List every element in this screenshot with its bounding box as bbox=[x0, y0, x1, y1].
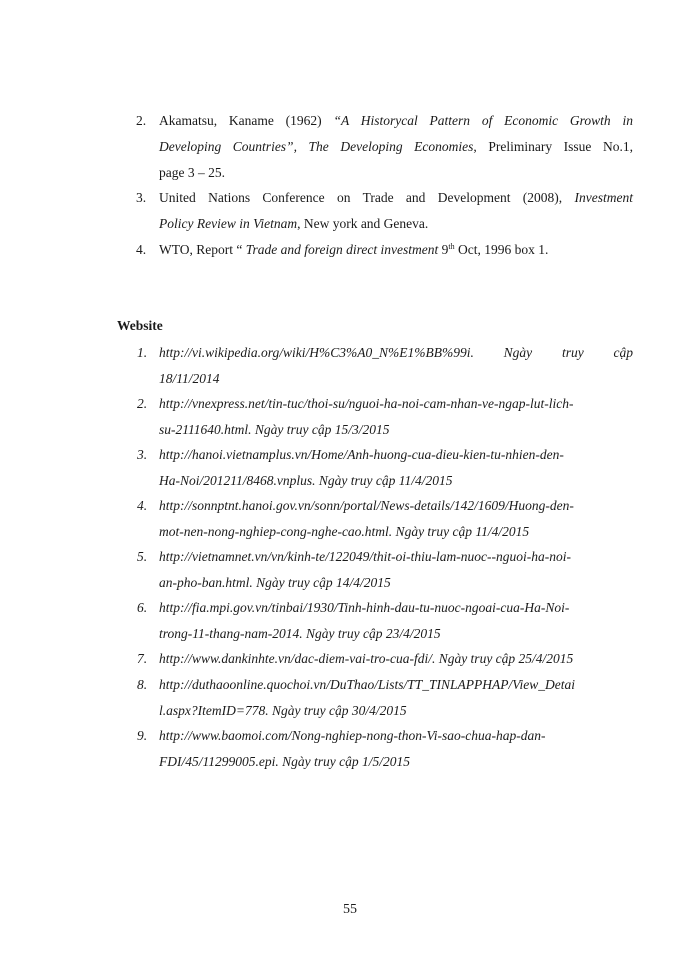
reference-date-suffix: th bbox=[448, 242, 455, 251]
website-link[interactable]: http://hanoi.vietnamplus.vn/Home/Anh-huong-cua-dieu-kien-tu-nhien-den- bbox=[159, 447, 564, 462]
website-link[interactable]: http://vi.wikipedia.org/wiki/H%C3%A0_N%E1%BB%99i. Ngày truy cập bbox=[159, 345, 633, 360]
website-link-continued[interactable]: Ha-Noi/201211/8468.vnplus. Ngày truy cập 11/4/2015 bbox=[159, 473, 453, 488]
reference-title: Investment bbox=[574, 190, 633, 205]
reference-author: WTO, Report “ bbox=[159, 242, 246, 257]
website-number: 3. bbox=[137, 447, 148, 462]
reference-title: Policy Review in Vietnam bbox=[159, 216, 298, 231]
website-link[interactable]: http://sonnptnt.hanoi.gov.vn/sonn/portal/News-details/142/1609/Huong-den- bbox=[159, 498, 574, 513]
website-number: 9. bbox=[137, 728, 148, 743]
reference-author: United Nations Conference on Trade and Development (2008), bbox=[159, 190, 575, 205]
website-number: 4. bbox=[137, 498, 148, 513]
website-number: 8. bbox=[137, 677, 148, 692]
reference-line bbox=[159, 211, 633, 237]
website-link-continued[interactable]: FDI/45/11299005.epi. Ngày truy cập 1/5/2015 bbox=[159, 754, 410, 769]
website-link-continued[interactable]: an-pho-ban.html. Ngày truy cập 14/4/2015 bbox=[159, 575, 391, 590]
reference-details: , Preliminary Issue No.1, bbox=[473, 139, 634, 154]
reference-number: 2. bbox=[136, 113, 147, 128]
page-number: 55 bbox=[343, 902, 357, 917]
reference-line bbox=[159, 134, 633, 160]
website-link[interactable]: http://duthaoonline.quochoi.vn/DuThao/Lists/TT_TINLAPPHAP/View_Detai bbox=[159, 677, 576, 692]
website-link[interactable]: http://vietnamnet.vn/vn/kinh-te/122049/thit-oi-thiu-lam-nuoc--nguoi-ha-noi- bbox=[159, 549, 572, 564]
website-link[interactable]: http://vnexpress.net/tin-tuc/thoi-su/nguoi-ha-noi-cam-nhan-ve-ngap-lut-lich- bbox=[159, 396, 574, 411]
website-link[interactable]: http://www.dankinhte.vn/dac-diem-vai-tro-cua-fdi/. Ngày truy cập 25/4/2015 bbox=[159, 651, 574, 666]
reference-title: “A Historycal Pattern of Economic Growth in bbox=[333, 113, 633, 128]
reference-title: Trade and foreign direct investment bbox=[245, 242, 439, 257]
reference-line bbox=[159, 185, 633, 211]
reference-line bbox=[159, 160, 633, 186]
website-link-continued[interactable]: mot-nen-nong-nghiep-cong-nghe-cao.html. Ngày truy cập 11/4/2015 bbox=[159, 524, 530, 539]
website-link-continued[interactable]: su-2111640.html. Ngày truy cập 15/3/2015 bbox=[159, 422, 390, 437]
reference-pages: page 3 – 25. bbox=[159, 165, 225, 180]
reference-line bbox=[159, 237, 633, 263]
website-number: 7. bbox=[137, 651, 148, 666]
website-link[interactable]: http://fia.mpi.gov.vn/tinbai/1930/Tinh-hinh-dau-tu-nuoc-ngoai-cua-Ha-Noi- bbox=[159, 600, 570, 615]
reference-number: 3. bbox=[136, 190, 147, 205]
website-number: 6. bbox=[137, 600, 148, 615]
reference-date-day: 9 bbox=[438, 242, 449, 257]
website-link-continued[interactable]: 18/11/2014 bbox=[159, 371, 220, 386]
reference-number: 4. bbox=[136, 242, 147, 257]
reference-details: Oct, 1996 box 1. bbox=[454, 242, 549, 257]
reference-author: Akamatsu, Kaname (1962) bbox=[159, 113, 334, 128]
website-number: 1. bbox=[137, 345, 148, 360]
website-number: 2. bbox=[137, 396, 148, 411]
website-number: 5. bbox=[137, 549, 148, 564]
website-link-continued[interactable]: l.aspx?ItemID=778. Ngày truy cập 30/4/2015 bbox=[159, 703, 407, 718]
website-heading: Website bbox=[117, 318, 163, 333]
reference-details: , New york and Geneva. bbox=[297, 216, 429, 231]
website-link[interactable]: http://www.baomoi.com/Nong-nghiep-nong-thon-Vi-sao-chua-hap-dan- bbox=[159, 728, 546, 743]
website-link-continued[interactable]: trong-11-thang-nam-2014. Ngày truy cập 23/4/2015 bbox=[159, 626, 441, 641]
reference-title: Developing Countries”, The Developing Economies bbox=[159, 139, 474, 154]
reference-line bbox=[159, 108, 633, 134]
